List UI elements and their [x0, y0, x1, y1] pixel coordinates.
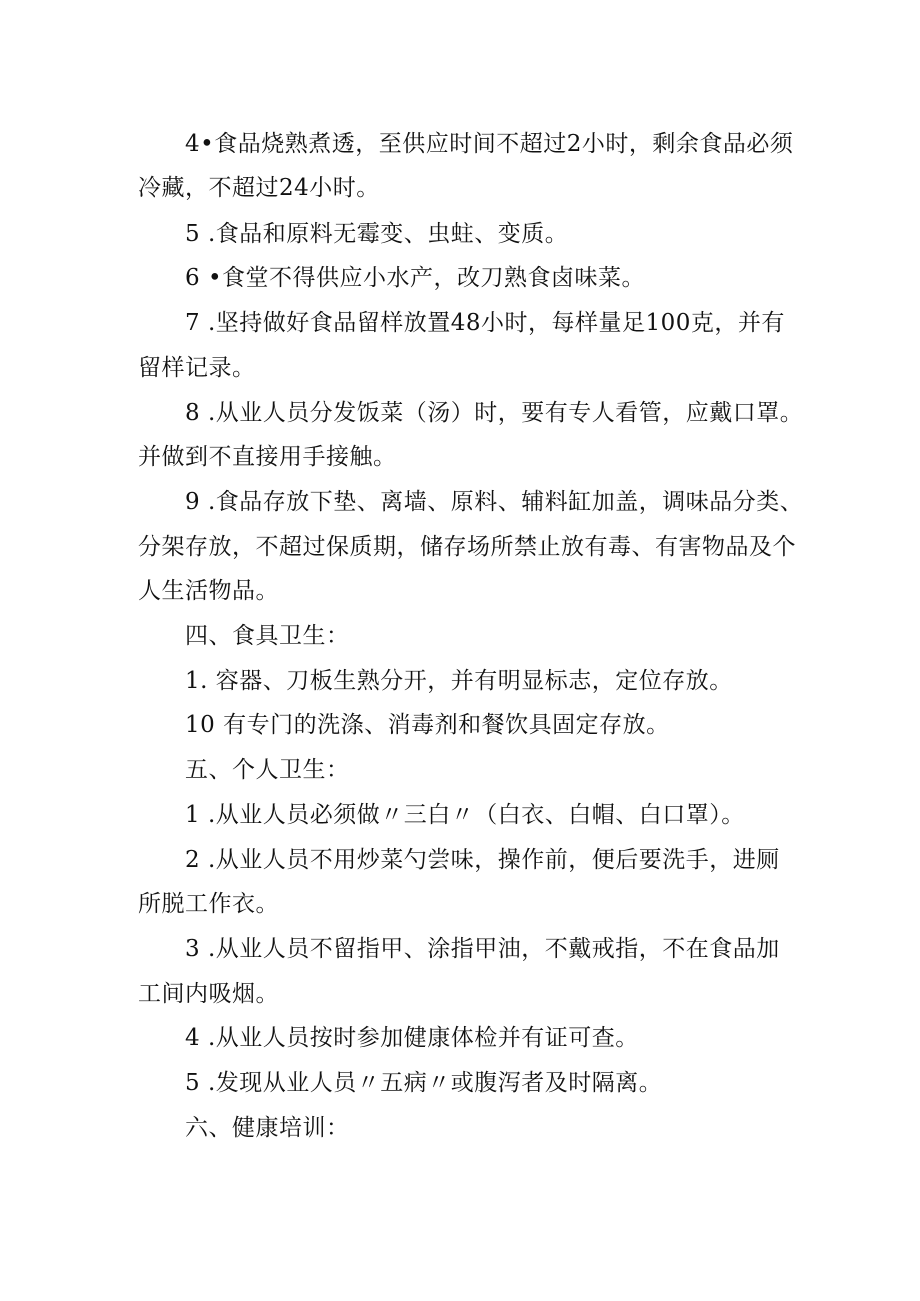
text-line: 所脱工作衣。: [138, 891, 279, 917]
text-line: 9 .食品存放下垫、离墙、原料、辅料缸加盖，调味品分类、: [185, 489, 804, 515]
text-line: 4 .从业人员按时参加健康体检并有证可查。: [185, 1025, 639, 1051]
text-line: 1. 容器、刀板生熟分开，并有明显标志，定位存放。: [185, 668, 733, 694]
section-heading: 四、食具卫生：: [185, 623, 350, 649]
text-line: 10 有专门的洗涤、消毒剂和餐饮具固定存放。: [185, 712, 670, 738]
text-line: 2 .从业人员不用炒菜勺尝味，操作前，便后要洗手，进厕: [185, 847, 780, 873]
text-line: 7 .坚持做好食品留样放置48小时，每样量足100克，并有: [185, 310, 785, 336]
text-line: 8 .从业人员分发饭菜（汤）时，要有专人看管，应戴口罩。: [185, 400, 804, 426]
text-line: 留样记录。: [138, 355, 256, 381]
text-line: 5 .发现从业人员〃五病〃或腹泻者及时隔离。: [185, 1070, 663, 1096]
section-heading: 六、健康培训：: [185, 1115, 350, 1141]
text-line: 并做到不直接用手接触。: [138, 444, 397, 470]
text-line: 分架存放，不超过保质期，储存场所禁止放有毒、有害物品及个: [138, 534, 796, 560]
text-line: 3 .从业人员不留指甲、涂指甲油，不戴戒指，不在食品加: [185, 936, 780, 962]
text-line: 人生活物品。: [138, 578, 279, 604]
text-line: 6 •食堂不得供应小水产，改刀熟食卤味菜。: [185, 265, 646, 291]
text-line: 冷藏，不超过24小时。: [138, 175, 380, 201]
text-line: 工间内吸烟。: [138, 981, 279, 1007]
text-line: 4•食品烧熟煮透，至供应时间不超过2小时，剩余食品必须: [185, 131, 794, 157]
text-line: 5 .食品和原料无霉变、虫蛀、变质。: [185, 221, 569, 247]
text-line: 1 .从业人员必须做〃三白〃（白衣、白帽、白口罩）。: [185, 802, 745, 828]
section-heading: 五、个人卫生：: [185, 757, 350, 783]
